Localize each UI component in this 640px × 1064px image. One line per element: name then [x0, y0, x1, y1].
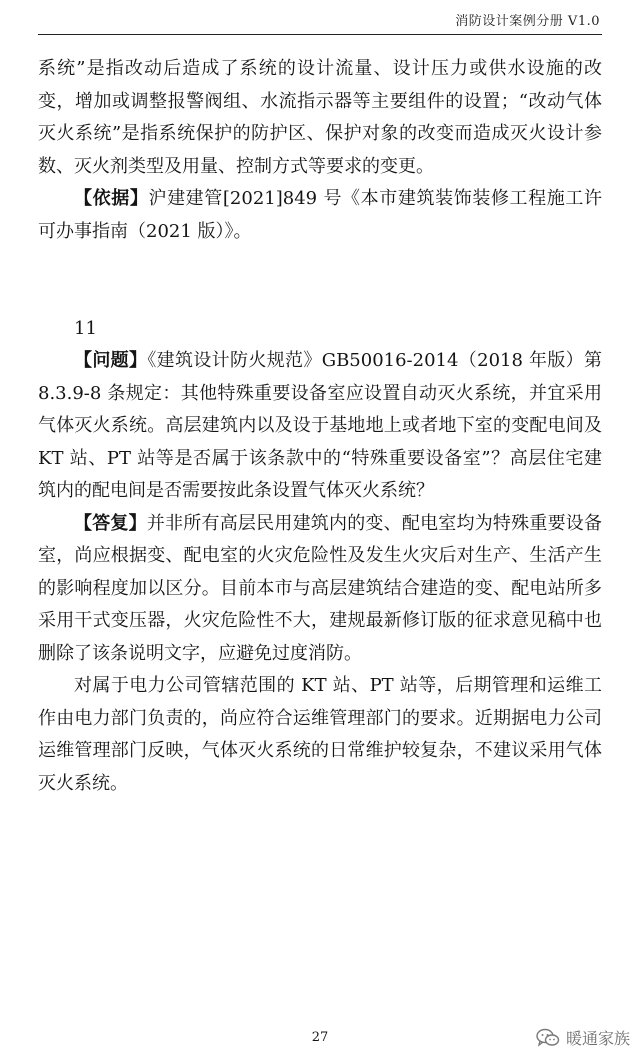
question-label: 【问题】 [74, 350, 148, 371]
answer-paragraph [38, 508, 602, 671]
watermark [536, 1026, 630, 1049]
page-header [38, 0, 602, 35]
page-content [38, 53, 602, 800]
question-text: 《建筑设计防火规范》GB50016-2014（2018 年版）第 8.3.9-8 条规定：其他特殊重要设备室应设置自动灭火系统，并宜采用气体灭火系统。高层建筑内以及设于基地地上或者地下室的变配电间及 KT 站、PT 站等是否属于该条款中的“特殊重要设备室”？高层住宅建筑内的配电间是否需要按此条设置气体灭火系统？ [38, 350, 602, 501]
page-number: 27 [311, 1030, 329, 1045]
followup-paragraph: 对属于电力公司管辖范围的 KT 站、PT 站等，后期管理和运维工作由电力部门负责的，尚应符合运维管理部门的要求。近期据电力公司运维管理部门反映，气体灭火系统的日常维护较复杂，不建议采用气体灭火系统。 [38, 675, 602, 794]
section-gap [38, 248, 602, 313]
case-number: 11 [74, 317, 97, 339]
header-title: 消防设计案例分册 V1.0 [455, 14, 600, 29]
answer-text: 并非所有高层民用建筑内的变、配电室均为特殊重要设备室，尚应根据变、配电室的火灾危险性及发生火灾后对生产、生活产生的影响程度加以区分。目前本市与高层建筑结合建造的变、配电站所多采用干式变压器，火灾危险性不大，建规最新修订版的征求意见稿中也删除了该条说明文字，应避免过度消防。 [38, 512, 602, 664]
basis-paragraph [38, 183, 602, 248]
watermark-text: 暖通家族 [565, 1029, 630, 1048]
wechat-icon [536, 1028, 560, 1048]
basis-text: 沪建建管[2021]849 号《本市建筑装饰装修工程施工许可办事指南（2021 版）》。 [38, 188, 602, 242]
question-paragraph [38, 345, 602, 508]
intro-paragraph: 系统”是指改动后造成了系统的设计流量、设计压力或供水设施的改变，增加或调整报警阀组、水流指示器等主要组件的设置；“改动气体灭火系统”是指系统保护的防护区、保护对象的改变而造成灭火设计参数、灭火剂类型及用量、控制方式等要求的变更。 [38, 58, 602, 177]
basis-label: 【依据】 [74, 188, 149, 209]
answer-label: 【答复】 [74, 512, 147, 534]
